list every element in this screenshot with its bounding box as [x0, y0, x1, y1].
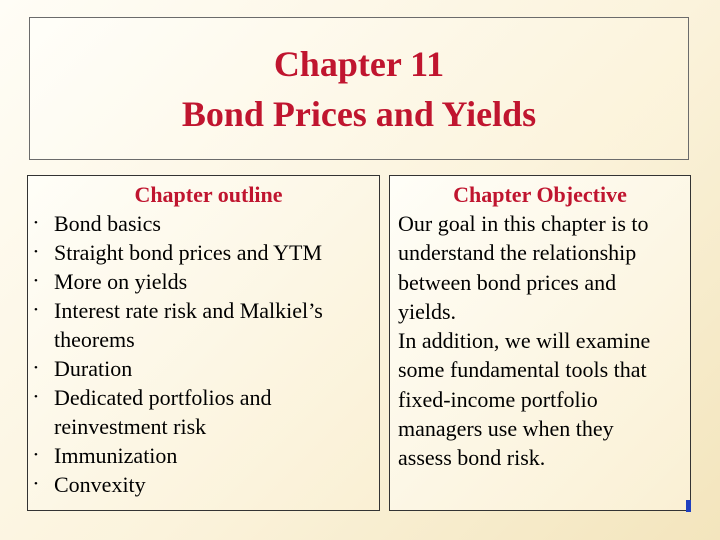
list-item: [34, 441, 379, 470]
objective-line: yields.: [398, 298, 457, 324]
bullet-icon: •: [34, 304, 38, 316]
bullet-icon: •: [34, 449, 38, 461]
objective-line: Our goal in this chapter is to: [398, 211, 649, 236]
list-item: [34, 209, 379, 238]
chapter-title: Bond Prices and Yields: [181, 93, 537, 134]
objective-line: some fundamental tools that: [398, 357, 647, 383]
list-item-label: Bond basics: [54, 211, 161, 236]
list-item-label: Interest rate risk and Malkiel’s: [54, 298, 323, 323]
objective-line: fixed-income portfolio: [398, 386, 598, 412]
list-item: [34, 296, 379, 354]
objective-line: assess bond risk.: [398, 445, 546, 471]
list-item-label: More on yields: [54, 269, 188, 294]
objective-line: managers use when they: [398, 416, 614, 442]
objective-panel: [389, 175, 691, 511]
objective-line: understand the relationship: [398, 240, 637, 266]
objective-paragraph: [390, 209, 690, 473]
bullet-icon: •: [34, 217, 38, 229]
outline-list: [28, 209, 379, 499]
list-item-label: Dedicated portfolios and: [54, 385, 272, 410]
chapter-number: Chapter 11: [273, 43, 445, 84]
bullet-icon: •: [34, 478, 38, 490]
title-box: [29, 17, 689, 160]
outline-panel: [27, 175, 380, 511]
objective-line: In addition, we will examine: [398, 328, 651, 354]
list-item-label: Straight bond prices and YTM: [54, 240, 323, 265]
outline-heading: Chapter outline: [134, 182, 283, 207]
slide-marker: [686, 500, 691, 512]
list-item: [34, 238, 379, 267]
list-item: [34, 354, 379, 383]
objective-heading: Chapter Objective: [453, 182, 627, 207]
list-item-label: Immunization: [54, 443, 178, 468]
list-item: [34, 383, 379, 441]
list-item-label: Duration: [54, 356, 133, 381]
bullet-icon: •: [34, 391, 38, 403]
bullet-icon: •: [34, 362, 38, 374]
list-item-continuation: reinvestment risk: [54, 414, 207, 439]
bullet-icon: •: [34, 246, 38, 258]
bullet-icon: •: [34, 275, 38, 287]
objective-line: between bond prices and: [398, 269, 617, 295]
list-item-label: Convexity: [54, 472, 146, 497]
list-item-continuation: theorems: [54, 327, 135, 352]
list-item: [34, 267, 379, 296]
list-item: [34, 470, 379, 499]
